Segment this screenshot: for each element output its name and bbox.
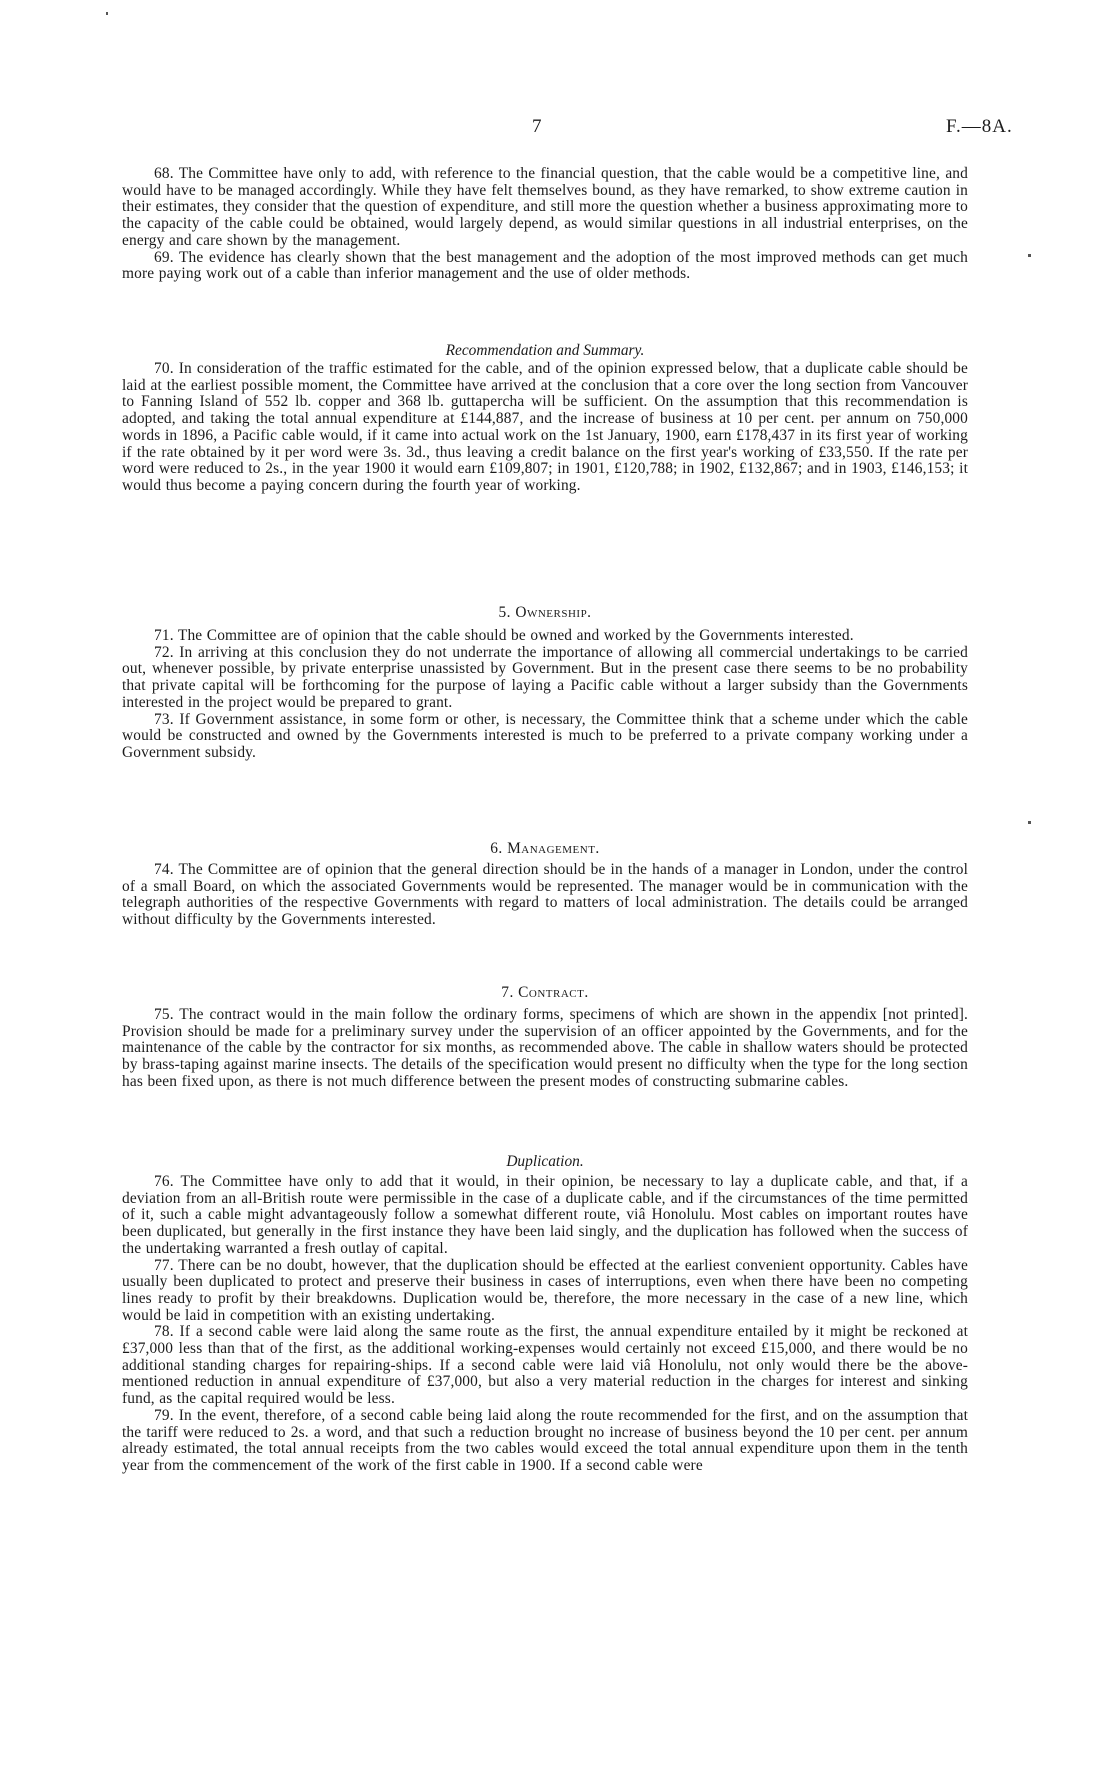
heading-management: 6. Management. bbox=[490, 840, 600, 857]
paragraph-78: 78. If a second cable were laid along the same route as the first, the annual expenditure entailed by it might be reckoned at £37,000 less than that of the first, as the additional working-expenses would certainly not exceed £15,000, and there would be no additional standing charges for repairing-ships. If a second cable were laid viâ Honolulu, not only would there be the above-mentioned reduction in annual expenditure of £37,000, but also a very material reduction in the charges for interest and sinking fund, as the capital required would be less. bbox=[122, 1323, 968, 1408]
heading-contract: 7. Contract. bbox=[501, 984, 589, 1001]
section-duplication-body bbox=[122, 1174, 968, 1475]
heading-recommendation: Recommendation and Summary. bbox=[445, 342, 645, 359]
section-ownership bbox=[122, 604, 968, 621]
heading-ownership: 5. Ownership. bbox=[498, 604, 592, 621]
section-ownership-body bbox=[122, 628, 968, 762]
paragraph-77: 77. There can be no doubt, however, that the duplication should be effected at the earliest convenient opportunity. Cables have usually been duplicated to protect and preserve their business in cases of interruptions, even when there have been no competing lines ready to profit by their breakdowns. Duplication would be, therefore, the more necessary in the case of a new line, which would be laid in competition with an existing undertaking. bbox=[122, 1256, 968, 1324]
section-recommendation bbox=[122, 342, 968, 359]
document-reference: F.—8A. bbox=[946, 116, 1013, 137]
paragraph-68: 68. The Committee have only to add, with reference to the financial question, that the cable would be a competitive line, and would have to be managed accordingly. While they have felt themselves bound, as they have remarked, to show extreme caution in their estimates, they consider that the question of expenditure, and still more the question whether a business approximating more to the capacity of the cable could be obtained, would largely depend, as would similar questions in all industrial enterprises, on the energy and care shown by the management. bbox=[122, 165, 968, 249]
paragraph-72: 72. In arriving at this conclusion they do not underrate the importance of allowing all commercial undertakings to be carried out, whenever possible, by private enterprise unassisted by Government. But in the present case there seems to be no probability that private capital will be forthcoming for the purpose of laying a Pacific cable without a larger subsidy than the Governments interested in the project would be prepared to grant. bbox=[122, 643, 968, 711]
section-financial bbox=[122, 166, 968, 283]
paragraph-79: 79. In the event, therefore, of a second cable being laid along the route recommended for the first, and on the assumption that the tariff were reduced to 2s. a word, and that such a reduction brought no increase of business beyond the 10 per cent. per annum already estimated, the total annual receipts from the two cables would exceed the total annual expenditure upon them in the tenth year from the commencement of the work of the first cable in 1900. If a second cable were bbox=[122, 1406, 968, 1474]
paragraph-71: 71. The Committee are of opinion that the cable should be owned and worked by the Governments interested. bbox=[154, 627, 854, 644]
paragraph-75: 75. The contract would in the main follow the ordinary forms, specimens of which are shown in the appendix [not printed]. Provision should be made for a preliminary survey under the supervision of an officer appointed by the Governments, and for the maintenance of the cable by the contractor for six months, as recommended above. The cable in shallow waters should be protected by brass-taping against marine insects. The details of the specification would present no difficulty when the type for the long section has been fixed upon, as there is not much difference between the present modes of constructing submarine cables. bbox=[122, 1006, 968, 1090]
scan-speck bbox=[1028, 821, 1031, 824]
section-contract bbox=[122, 984, 968, 1001]
paragraph-76: 76. The Committee have only to add that it would, in their opinion, be necessary to lay a duplicate cable, and that, if a deviation from an all-British route were permissible in the case of a duplicate cable, and if the circumstances of the time permitted of it, such a cable might advantageously follow a somewhat different route, viâ Honolulu. Most cables on important routes have been duplicated, but generally in the first instance they have been laid singly, and the duplication has followed when the success of the undertaking warranted a fresh outlay of capital. bbox=[122, 1173, 968, 1257]
section-duplication bbox=[122, 1153, 968, 1170]
paragraph-73: 73. If Government assistance, in some form or other, is necessary, the Committee think that a scheme under which the cable would be constructed and owned by the Governments interested is much to be preferred to a private company working under a Government subsidy. bbox=[122, 710, 968, 761]
section-management bbox=[122, 840, 968, 857]
section-contract-body bbox=[122, 1007, 968, 1091]
paragraph-74: 74. The Committee are of opinion that the general direction should be in the hands of a manager in London, under the control of a small Board, on which the associated Governments would be represented. The manager would be in communication with the telegraph authorities of the respective Governments with regard to matters of local administration. The details could be arranged without difficulty by the Governments interested. bbox=[122, 861, 968, 929]
heading-duplication: Duplication. bbox=[506, 1153, 584, 1170]
page-number: 7 bbox=[532, 116, 542, 137]
scan-speck bbox=[1028, 254, 1031, 257]
section-recommendation-body bbox=[122, 361, 968, 495]
section-management-body bbox=[122, 862, 968, 929]
paragraph-69: 69. The evidence has clearly shown that the best management and the adoption of the most improved methods can get much more paying work out of a cable than inferior management and the use of older methods. bbox=[122, 248, 968, 283]
scan-speck bbox=[106, 12, 108, 15]
paragraph-70: 70. In consideration of the traffic estimated for the cable, and of the opinion expressed below, that a duplicate cable should be laid at the earliest possible moment, the Committee have arrived at the conclusion that a core over the long section from Vancouver to Fanning Island of 552 lb. copper and 368 lb. guttapercha will be sufficient. On the assumption that this recommendation is adopted, and taking the total annual expenditure at £144,887, and the increase of business at 10 per cent. per annum on 750,000 words in 1896, a Pacific cable would, if it came into actual work on the 1st January, 1900, earn £178,437 in its first year of working if the rate obtained by it per word were 3s. 3d., thus leaving a credit balance on the first year's working of £33,550. If the rate per word were reduced to 2s., in the year 1900 it would earn £109,807; in 1901, £120,788; in 1902, £132,867; and in 1903, £146,153; it would thus become a paying concern during the fourth year of working. bbox=[122, 360, 968, 494]
